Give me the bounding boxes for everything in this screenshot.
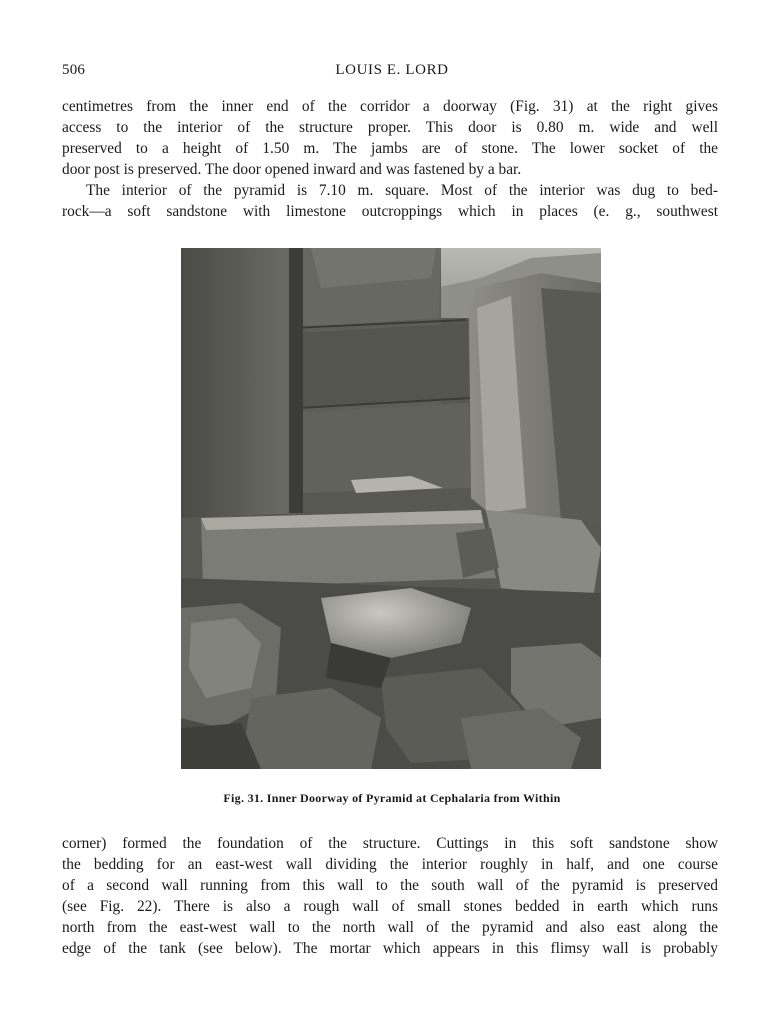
text-line: of a second wall running from this wall to the south wall of the pyramid is preserved bbox=[62, 877, 718, 894]
text-line: the bedding for an east-west wall dividing the interior roughly in half, and one course bbox=[62, 856, 718, 873]
text-line: north from the east-west wall to the north wall of the pyramid and also east along the bbox=[62, 919, 718, 936]
text-line: access to the interior of the structure proper. This door is 0.80 m. wide and well bbox=[62, 119, 718, 136]
text-line: corner) formed the foundation of the structure. Cuttings in this soft sandstone show bbox=[62, 835, 718, 852]
text-line: edge of the tank (see below). The mortar which appears in this flimsy wall is probably bbox=[62, 940, 718, 957]
paragraph bbox=[62, 180, 718, 222]
running-head: LOUIS E. LORD bbox=[335, 62, 449, 78]
text-line: door post is preserved. The door opened inward and was fastened by a bar. bbox=[62, 161, 522, 178]
body-text-top bbox=[62, 96, 718, 222]
paragraph bbox=[62, 96, 718, 180]
body-text-bottom bbox=[62, 833, 718, 959]
paragraph bbox=[62, 833, 718, 959]
figure-photograph bbox=[181, 248, 601, 769]
figure-caption: Fig. 31. Inner Doorway of Pyramid at Cephalaria from Within bbox=[223, 791, 561, 805]
page-number: 506 bbox=[62, 62, 86, 78]
text-line: (see Fig. 22). There is also a rough wall of small stones bedded in earth which runs bbox=[62, 898, 718, 915]
text-line: centimetres from the inner end of the corridor a doorway (Fig. 31) at the right gives bbox=[62, 98, 718, 115]
text-line: preserved to a height of 1.50 m. The jambs are of stone. The lower socket of the bbox=[62, 140, 718, 157]
text-line: rock—a soft sandstone with limestone outcroppings which in places (e. g., southwest bbox=[62, 203, 718, 220]
text-line: The interior of the pyramid is 7.10 m. square. Most of the interior was dug to bed- bbox=[86, 182, 718, 199]
